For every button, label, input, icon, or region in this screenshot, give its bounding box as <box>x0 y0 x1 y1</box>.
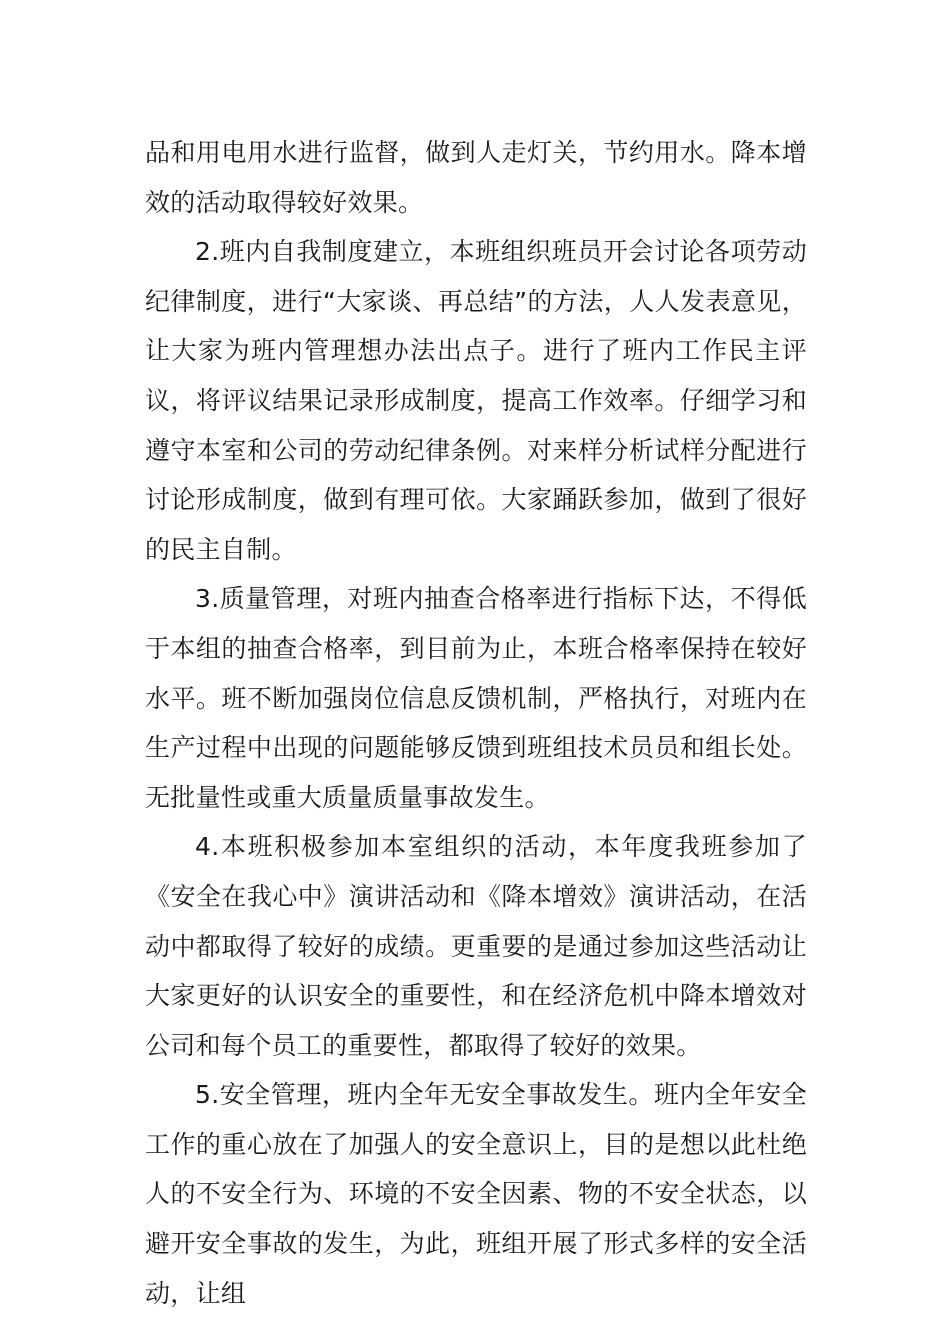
paragraph-item-5: 5.安全管理，班内全年无安全事故发生。班内全年安全工作的重心放在了加强人的安全意识上，目的是想以此杜绝人的不安全行为、环境的不安全因素、物的不安全状态，以避开安全事故的发生，为此，班组开展了形式多样的安全活动，让组 <box>145 1080 807 1308</box>
document-body <box>145 128 807 1318</box>
paragraph-continuation: 品和用电用水进行监督，做到人走灯关，节约用水。降本增效的活动取得较好效果。 <box>145 138 807 217</box>
paragraph-item-3: 3.质量管理，对班内抽查合格率进行指标下达，不得低于本组的抽查合格率，到目前为止，本班合格率保持在较好水平。班不断加强岗位信息反馈机制，严格执行，对班内在生产过程中出现的问题能够反馈到班组技术员员和组长处。无批量性或重大质量质量事故发生。 <box>145 584 807 812</box>
paragraph-item-2: 2.班内自我制度建立，本班组织班员开会讨论各项劳动纪律制度，进行“大家谈、再总结”的方法，人人发表意见，让大家为班内管理想办法出点子。进行了班内工作民主评议，将评议结果记录形成制度，提高工作效率。仔细学习和遵守本室和公司的劳动纪律条例。对来样分析试样分配进行讨论形成制度，做到有理可依。大家踊跃参加，做到了很好的民主自制。 <box>145 237 807 564</box>
paragraph-item-4: 4.本班积极参加本室组织的活动，本年度我班参加了《安全在我心中》演讲活动和《降本增效》演讲活动，在活动中都取得了较好的成绩。更重要的是通过参加这些活动让大家更好的认识安全的重要性，和在经济危机中降本增效对公司和每个员工的重要性，都取得了较好的效果。 <box>145 832 807 1060</box>
